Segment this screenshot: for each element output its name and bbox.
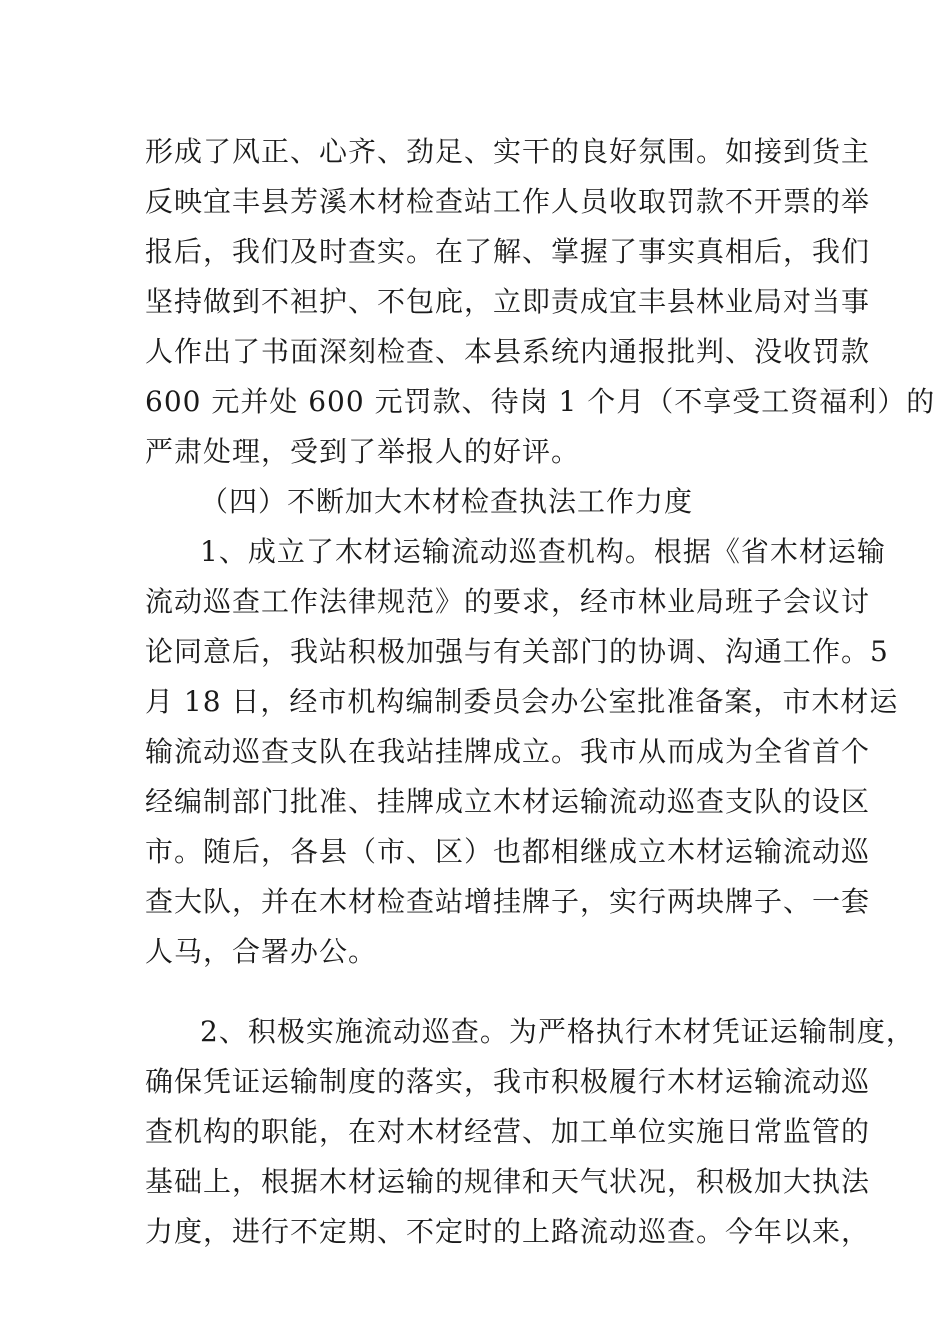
paragraph-line: 经编制部门批准、挂牌成立木材运输流动巡查支队的设区 xyxy=(145,785,871,818)
paragraph-line: 坚持做到不袒护、不包庇，立即责成宜丰县林业局对当事 xyxy=(145,285,871,318)
paragraph-line: 2、积极实施流动巡查。为严格执行木材凭证运输制度， xyxy=(200,1015,915,1048)
paragraph-line: 流动巡查工作法律规范》的要求，经市林业局班子会议讨 xyxy=(145,585,871,618)
paragraph-line: 人马，合署办公。 xyxy=(145,935,378,968)
paragraph-line: 形成了风正、心齐、劲足、实干的良好氛围。如接到货主 xyxy=(145,135,871,168)
paragraph-line: 力度，进行不定期、不定时的上路流动巡查。今年以来， xyxy=(145,1215,871,1248)
paragraph-line: 反映宜丰县芳溪木材检查站工作人员收取罚款不开票的举 xyxy=(145,185,871,218)
paragraph-line: 报后，我们及时查实。在了解、掌握了事实真相后，我们 xyxy=(145,235,871,268)
section-heading: （四）不断加大木材检查执法工作力度 xyxy=(200,485,694,518)
paragraph-line: 月 18 日，经市机构编制委员会办公室批准备案，市木材运 xyxy=(145,685,899,718)
paragraph-line: 查大队，并在木材检查站增挂牌子，实行两块牌子、一套 xyxy=(145,885,871,918)
paragraph-line: 查机构的职能，在对木材经营、加工单位实施日常监管的 xyxy=(145,1115,871,1148)
paragraph-line: 1、成立了木材运输流动巡查机构。根据《省木材运输 xyxy=(200,535,886,568)
paragraph-line: 确保凭证运输制度的落实，我市积极履行木材运输流动巡 xyxy=(145,1065,871,1098)
paragraph-line: 严肃处理，受到了举报人的好评。 xyxy=(145,435,581,468)
paragraph-line: 人作出了书面深刻检查、本县系统内通报批判、没收罚款 xyxy=(145,335,871,368)
paragraph-line: 基础上，根据木材运输的规律和天气状况，积极加大执法 xyxy=(145,1165,871,1198)
paragraph-line: 市。随后，各县（市、区）也都相继成立木材运输流动巡 xyxy=(145,835,871,868)
paragraph-line: 输流动巡查支队在我站挂牌成立。我市从而成为全省首个 xyxy=(145,735,871,768)
paragraph-line: 600 元并处 600 元罚款、待岗 1 个月（不享受工资福利）的 xyxy=(145,385,936,418)
paragraph-line: 论同意后，我站积极加强与有关部门的协调、沟通工作。5 xyxy=(145,635,889,668)
